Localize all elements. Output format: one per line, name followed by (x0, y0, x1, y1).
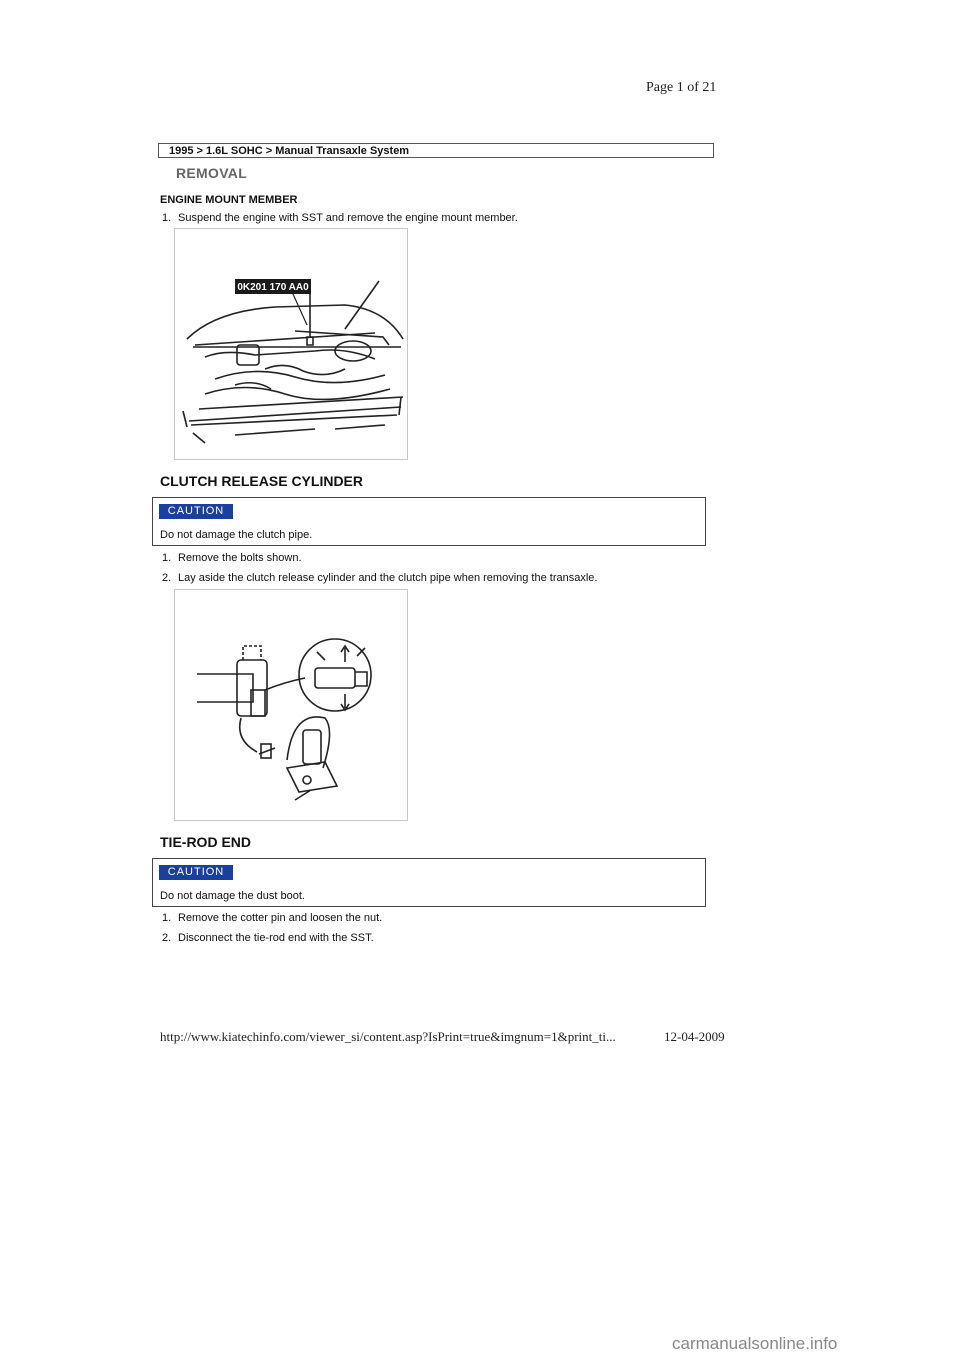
clutch-step-2 (162, 572, 597, 584)
tie-rod-step-2 (162, 932, 374, 944)
step-text: Remove the cotter pin and loosen the nut. (178, 912, 383, 924)
tie-rod-step-1 (162, 912, 382, 924)
step-number: 2. (162, 932, 172, 944)
engine-mount-step-1 (162, 212, 518, 224)
engine-mount-heading: ENGINE MOUNT MEMBER (160, 194, 298, 206)
step-number: 1. (162, 912, 172, 924)
watermark: carmanualsonline.info (672, 1334, 838, 1353)
step-text: Suspend the engine with SST and remove the engine mount member. (178, 212, 518, 224)
clutch-release-heading: CLUTCH RELEASE CYLINDER (160, 473, 364, 489)
step-number: 1. (162, 552, 172, 564)
section-title: REMOVAL (176, 165, 248, 181)
clutch-release-illustration (175, 590, 407, 820)
page-number: Page 1 of 21 (646, 80, 717, 95)
engine-mount-illustration (175, 229, 407, 459)
tie-rod-heading: TIE-ROD END (160, 834, 251, 850)
step-text: Lay aside the clutch release cylinder and the clutch pipe when removing the transaxle. (178, 572, 598, 584)
caution-text: Do not damage the clutch pipe. (160, 529, 313, 541)
sst-label: 0K201 170 AA0 (237, 282, 309, 293)
step-number: 1. (162, 212, 172, 224)
breadcrumb: 1995 > 1.6L SOHC > Manual Transaxle System (158, 143, 714, 158)
step-number: 2. (162, 572, 172, 584)
caution-badge: CAUTION (159, 504, 233, 519)
engine-mount-figure (174, 228, 408, 460)
clutch-release-figure (174, 589, 408, 821)
step-text: Remove the bolts shown. (178, 552, 302, 564)
caution-text: Do not damage the dust boot. (160, 890, 305, 902)
clutch-step-1 (162, 552, 302, 564)
footer-date: 12-04-2009 (664, 1029, 725, 1044)
caution-badge: CAUTION (159, 865, 233, 880)
caution-box-tie-rod (152, 858, 706, 907)
caution-box-clutch (152, 497, 706, 546)
footer-url: http://www.kiatechinfo.com/viewer_si/content.asp?IsPrint=true&imgnum=1&print_ti... (160, 1029, 616, 1044)
step-text: Disconnect the tie-rod end with the SST. (178, 932, 374, 944)
